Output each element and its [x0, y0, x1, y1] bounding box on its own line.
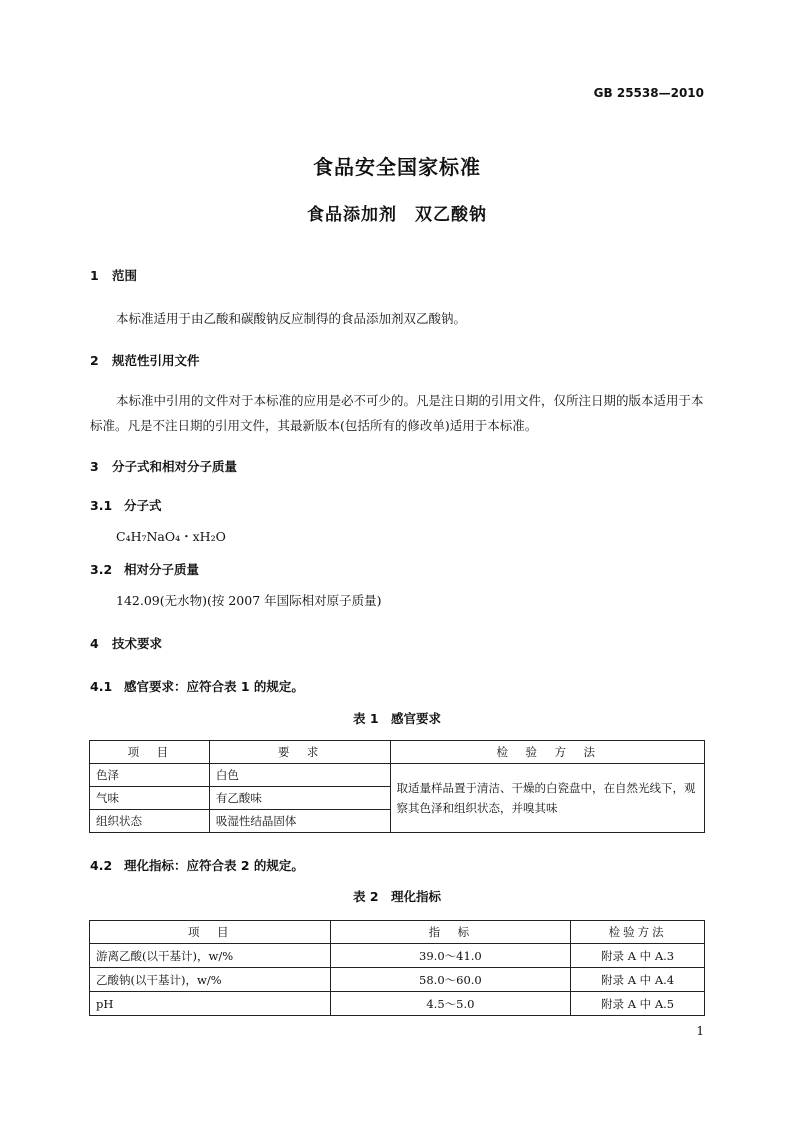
column-header: 检 验 方 法 — [390, 741, 704, 764]
section-number: 3.2 — [90, 562, 113, 577]
column-header: 项 目 — [90, 921, 331, 944]
section-1-heading — [90, 266, 137, 284]
table-cell: 附录 A 中 A.4 — [571, 968, 705, 992]
section-3-2-heading — [90, 560, 199, 578]
section-2-text: 本标准中引用的文件对于本标准的应用是必不可少的。凡是注日期的引用文件，仅所注日期的版本适用于本标准。凡是不注日期的引用文件，其最新版本(包括所有的修改单)适用于本标准。 — [90, 393, 704, 433]
molecular-formula: C₄H₇NaO₄・xH₂O — [116, 529, 226, 544]
column-header: 指 标 — [330, 921, 571, 944]
physicochemical-table — [89, 920, 705, 1016]
table-cell: 4.5～5.0 — [330, 992, 571, 1016]
table-row — [90, 968, 705, 992]
section-3-heading — [90, 457, 237, 475]
table-cell: 色泽 — [90, 764, 210, 787]
section-number: 4 — [90, 636, 99, 651]
sensory-requirements-table — [89, 740, 705, 833]
section-4-2-heading — [90, 856, 304, 874]
table-cell: 附录 A 中 A.5 — [571, 992, 705, 1016]
table-row — [90, 944, 705, 968]
table-cell: 白色 — [209, 764, 390, 787]
column-header: 检验方法 — [571, 921, 705, 944]
section-title: 技术要求 — [112, 636, 163, 651]
section-number: 2 — [90, 353, 99, 368]
page-number: 1 — [696, 1024, 704, 1038]
table-cell: 39.0～41.0 — [330, 944, 571, 968]
section-3-1-heading — [90, 496, 162, 514]
section-title: 分子式 — [124, 498, 162, 513]
section-4-1-heading — [90, 677, 304, 695]
molecular-weight: 142.09(无水物)(按 2007 年国际相对原子质量) — [116, 593, 382, 608]
section-title: 相对分子质量 — [124, 562, 200, 577]
table-cell: pH — [90, 992, 331, 1016]
section-title: 规范性引用文件 — [112, 353, 200, 368]
table-cell-method: 取适量样品置于清洁、干燥的白瓷盘中，在自然光线下，观察其色泽和组织状态，并嗅其味 — [390, 764, 704, 833]
table-cell: 乙酸钠(以干基计)，w/% — [90, 968, 331, 992]
section-1-text: 本标准适用于由乙酸和碳酸钠反应制得的食品添加剂双乙酸钠。 — [116, 311, 467, 326]
document-title: 食品安全国家标准 — [313, 155, 481, 179]
table-header-row — [90, 741, 705, 764]
table-cell: 游离乙酸(以干基计)，w/% — [90, 944, 331, 968]
table-cell: 气味 — [90, 787, 210, 810]
section-title: 范围 — [112, 268, 138, 283]
column-header: 要 求 — [209, 741, 390, 764]
document-subtitle: 食品添加剂 双乙酸钠 — [307, 205, 487, 225]
standard-number: GB 25538—2010 — [593, 86, 704, 100]
table-row — [90, 992, 705, 1016]
section-4-heading — [90, 634, 162, 652]
section-number: 3.1 — [90, 498, 113, 513]
table-header-row — [90, 921, 705, 944]
table-cell: 组织状态 — [90, 810, 210, 833]
table-cell: 有乙酸味 — [209, 787, 390, 810]
section-number: 4.1 — [90, 679, 113, 694]
table-cell: 附录 A 中 A.3 — [571, 944, 705, 968]
table-row — [90, 764, 705, 787]
section-number: 3 — [90, 459, 99, 474]
section-title: 感官要求：应符合表 1 的规定。 — [124, 679, 304, 694]
table-cell: 吸湿性结晶固体 — [209, 810, 390, 833]
table-2-caption: 表 2 理化指标 — [352, 889, 442, 904]
table-cell: 58.0～60.0 — [330, 968, 571, 992]
section-title: 理化指标：应符合表 2 的规定。 — [124, 858, 304, 873]
column-header: 项 目 — [90, 741, 210, 764]
section-title: 分子式和相对分子质量 — [112, 459, 238, 474]
section-number: 1 — [90, 268, 99, 283]
section-2-heading — [90, 351, 200, 369]
table-1-caption: 表 1 感官要求 — [352, 711, 442, 726]
section-number: 4.2 — [90, 858, 113, 873]
